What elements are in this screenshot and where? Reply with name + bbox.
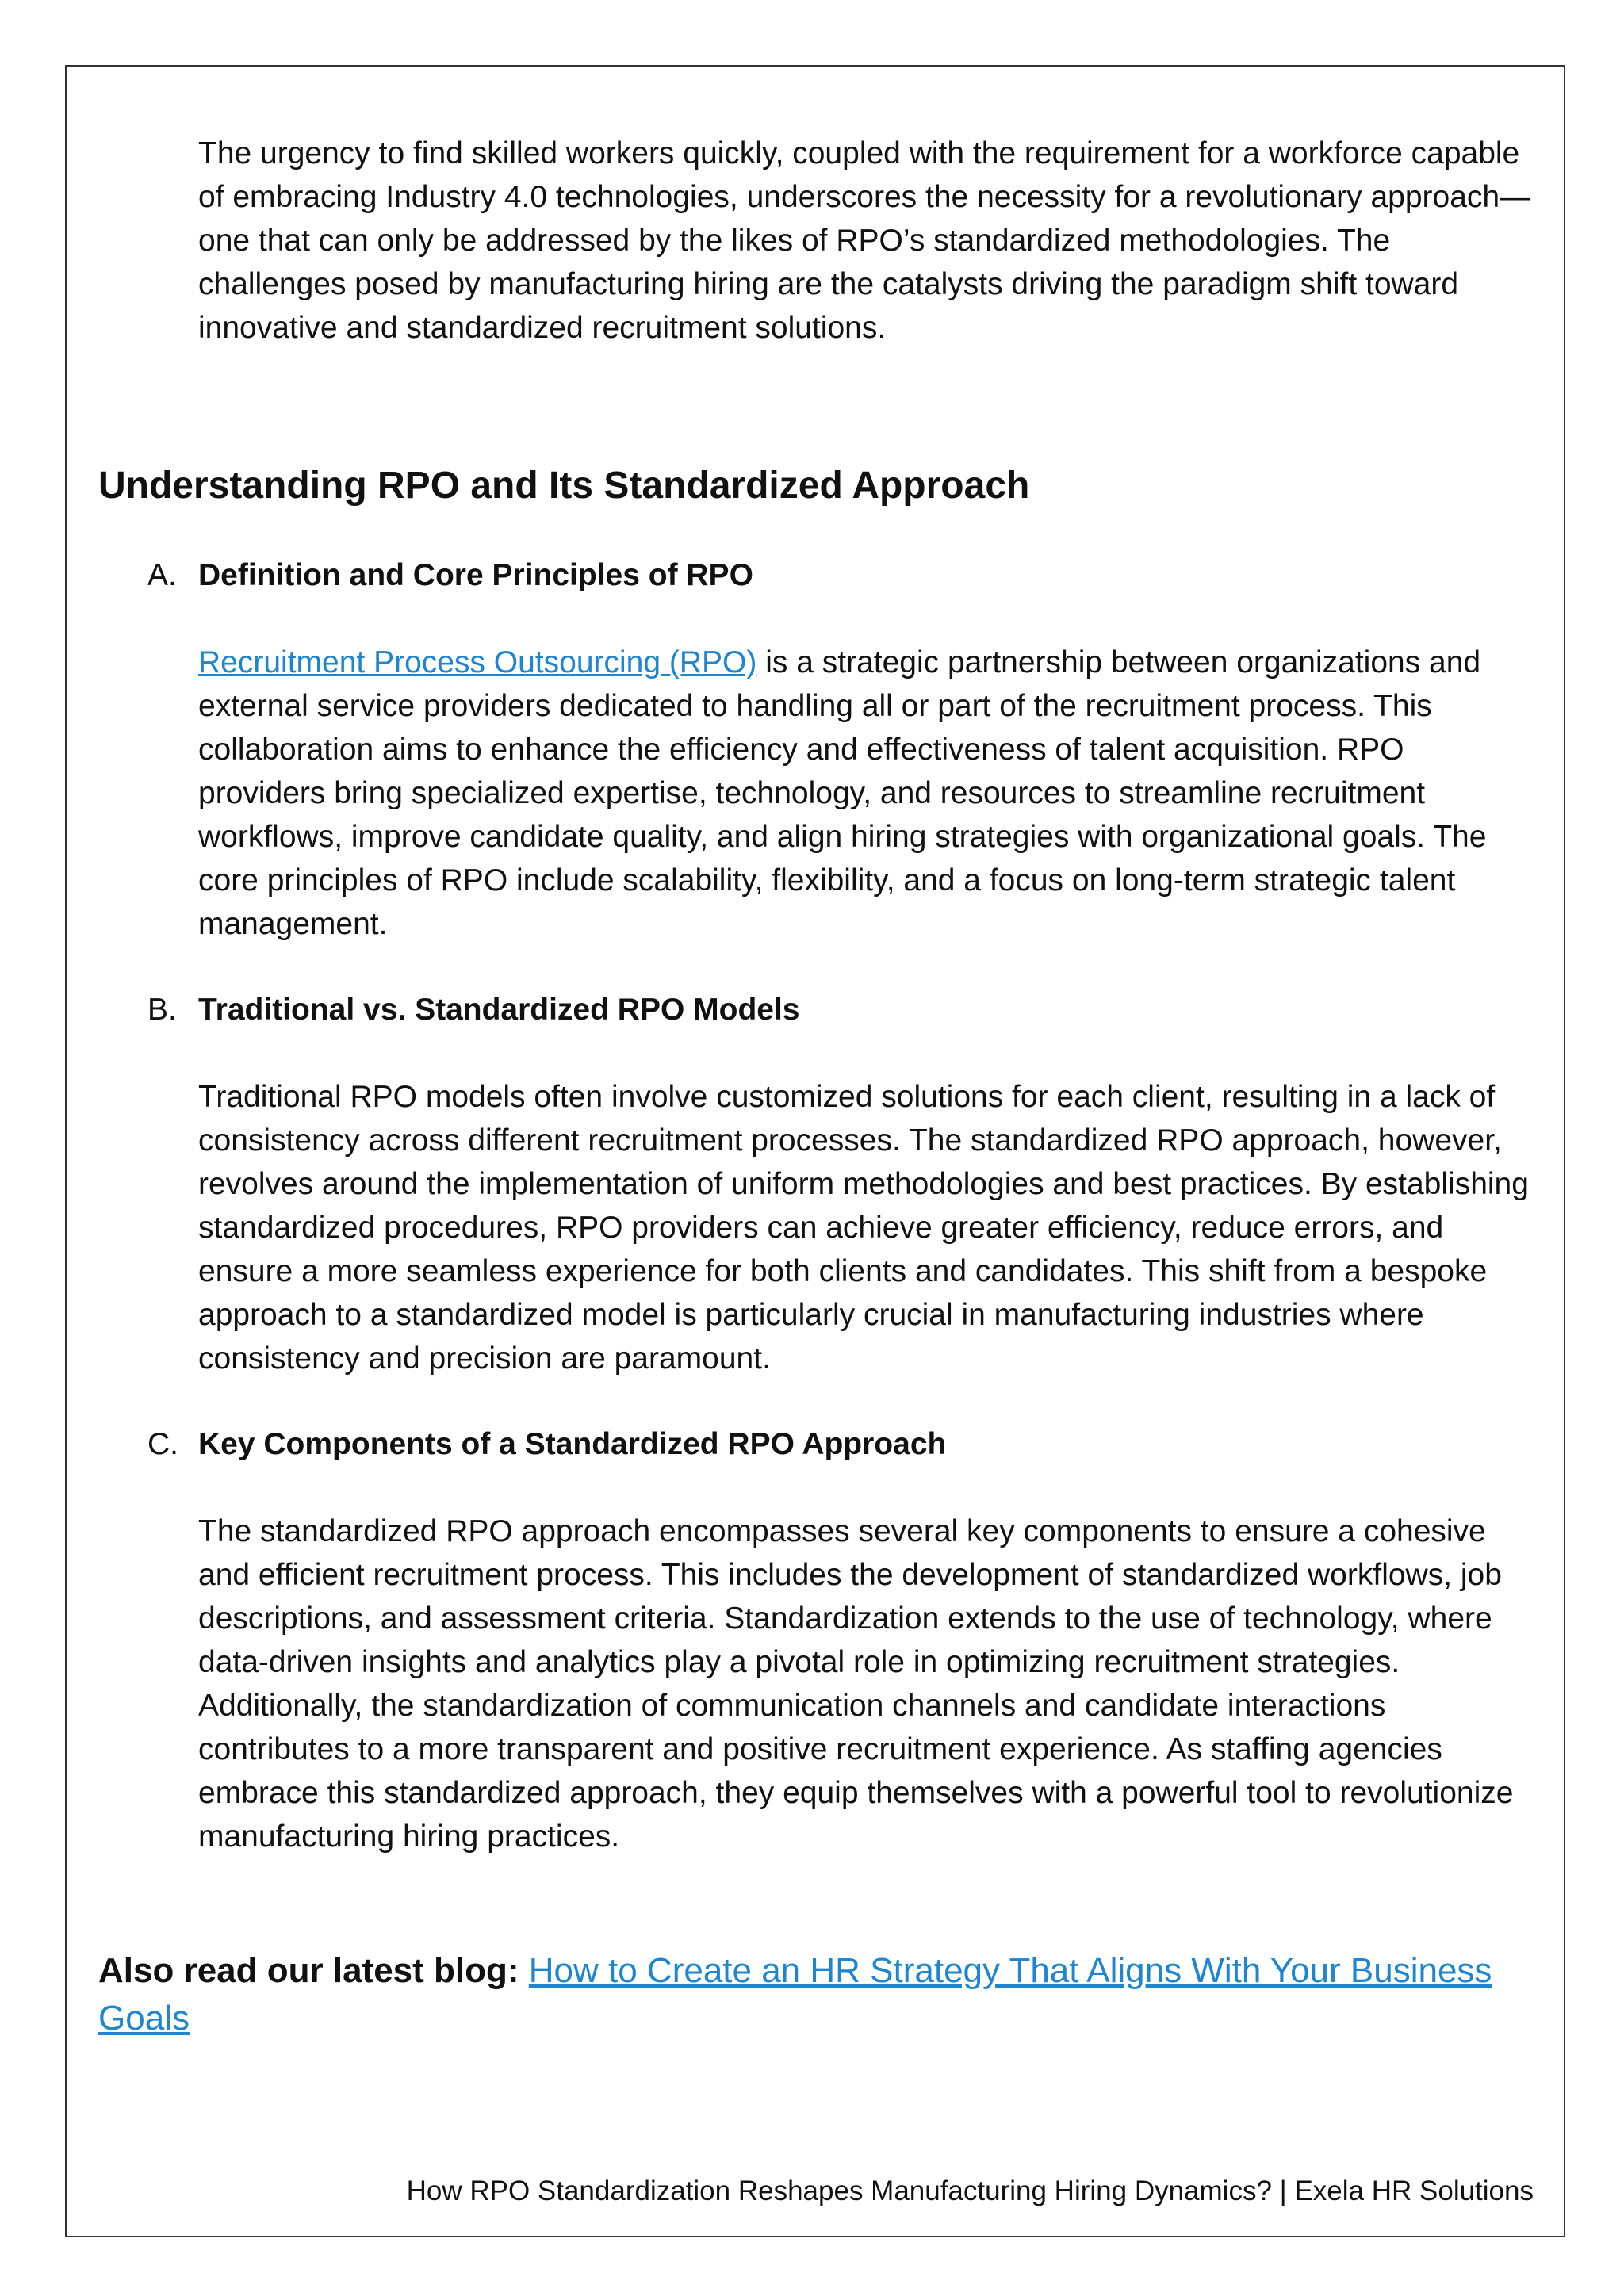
- subsection-b-heading: [147, 988, 1496, 1032]
- subsection-b-body: Traditional RPO models often involve customized solutions for each client, resulting in a lack of consistency across different recruitment processes. The standardized RPO approach, however, revolves around the implementation of uniform methodologies and best practices. By establishing standardized procedures, RPO providers can achieve greater efficiency, reduce errors, and ensure a more seamless experience for both clients and candidates. This shift from a bespoke approach to a standardized model is particularly crucial in manufacturing industries where consistency and precision are paramount.: [198, 1080, 1529, 1376]
- section-heading: Understanding RPO and Its Standardized Approach: [98, 465, 1030, 507]
- subsection-c-title: Key Components of a Standardized RPO Approach: [198, 1427, 947, 1461]
- rpo-definition-link[interactable]: Recruitment Process Outsourcing (RPO): [198, 645, 757, 679]
- subsection-a-text: is a strategic partnership between organizations and external service providers dedicated to handling all or part of the recruitment process. This collaboration aims to enhance the efficiency and effectiveness of talent acquisition. RPO providers bring specialized expertise, technology, and resources to streamline recruitment workflows, improve candidate quality, and align hiring strategies with organizational goals. The core principles of RPO include scalability, flexibility, and a focus on long-term strategic talent management.: [198, 645, 1487, 941]
- page-footer: How RPO Standardization Reshapes Manufacturing Hiring Dynamics? | Exela HR Solutions: [406, 2175, 1534, 2206]
- subsection-a-letter: A.: [147, 558, 177, 592]
- hr-strategy-blog-link[interactable]: How to Create an HR Strategy That Aligns With Your Business Goals: [98, 1951, 1492, 2038]
- subsection-c-body: The standardized RPO approach encompasses several key components to ensure a cohesive and efficient recruitment process. This includes the development of standardized workflows, job descriptions, and assessment criteria. Standardization extends to the use of technology, where data-driven insights and analytics play a pivotal role in optimizing recruitment strategies. Additionally, the standardization of communication channels and candidate interactions contributes to a more transparent and positive recruitment experience. As staffing agencies embrace this standardized approach, they equip themselves with a powerful tool to revolutionize manufacturing hiring practices.: [198, 1514, 1514, 1854]
- subsection-a-heading: [147, 553, 1496, 598]
- subsection-a-title: Definition and Core Principles of RPO: [198, 558, 753, 592]
- subsection-b-title: Traditional vs. Standardized RPO Models: [198, 993, 800, 1027]
- also-read: [98, 1947, 1494, 2042]
- subsection-a-body: [198, 641, 1538, 946]
- subsection-c-letter: C.: [147, 1427, 178, 1461]
- subsection-b-letter: B.: [147, 993, 177, 1027]
- subsection-c-heading: [147, 1422, 1496, 1467]
- also-read-label: Also read our latest blog:: [98, 1951, 519, 1990]
- intro-paragraph: The urgency to find skilled workers quickly, coupled with the requirement for a workforce capable of embracing Industry 4.0 technologies, underscores the necessity for a revolutionary approach—one that can only be addressed by the likes of RPO’s standardized methodologies. The challenges posed by manufacturing hiring are the catalysts driving the paradigm shift toward innovative and standardized recruitment solutions.: [198, 136, 1531, 345]
